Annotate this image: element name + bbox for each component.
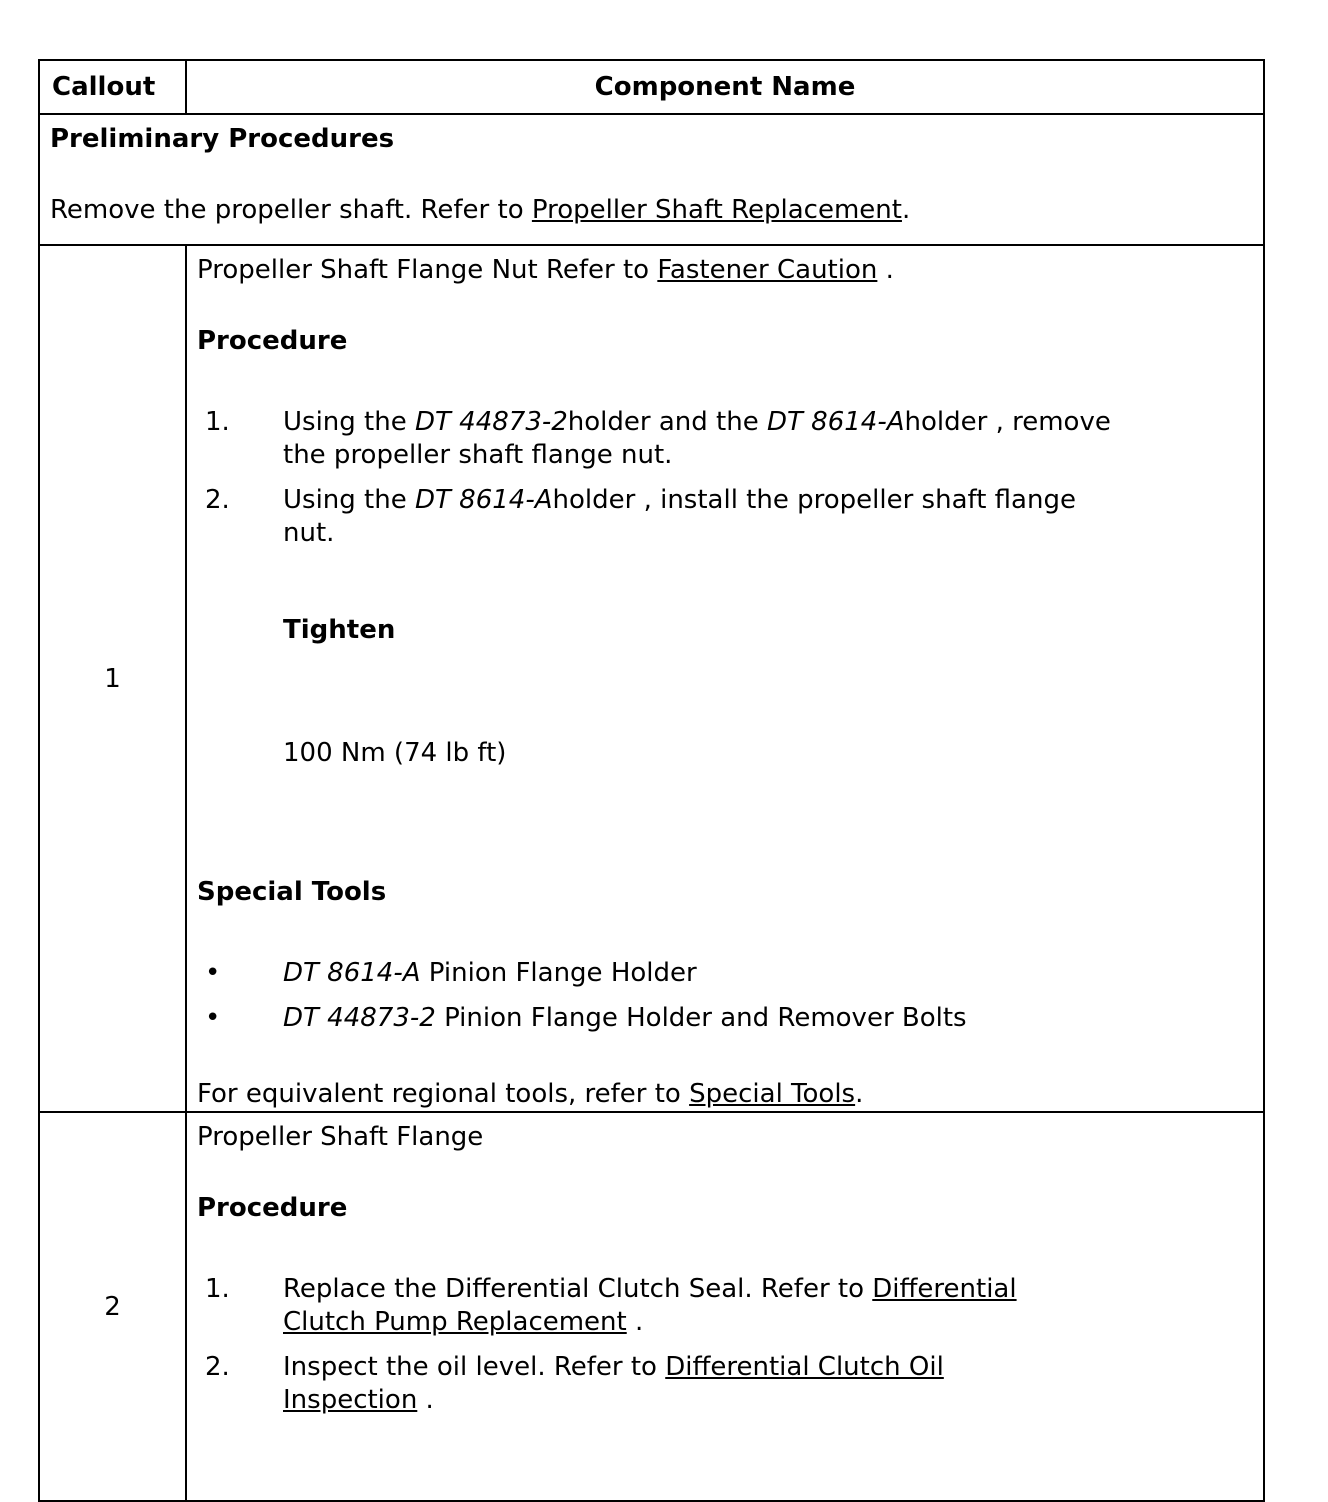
step-text: Using the [283,485,415,515]
table-row [39,245,1264,1112]
preliminary-text [50,194,1253,227]
step-text: Inspect the oil level. Refer to [283,1352,666,1382]
procedure-step [197,484,1253,550]
component-cell [186,1112,1264,1501]
component-name-header: Component Name [186,60,1264,114]
callout-header: Callout [39,60,186,114]
regional-after: . [855,1079,864,1109]
special-tools-title: Special Tools [197,877,387,907]
callout-cell: 1 [39,245,186,1112]
bullet-icon: • [205,1003,221,1033]
special-tools-link[interactable]: Special Tools [689,1079,856,1109]
tool-code: DT 8614-A [414,485,553,515]
preliminary-text-before: Remove the propeller shaft. Refer to [50,195,532,225]
tool-code: DT 8614-A [766,407,905,437]
tighten-title: Tighten [283,615,396,645]
preliminary-cell [39,114,1264,245]
component-table [38,59,1265,1502]
component-name [197,254,1253,287]
fastener-caution-link[interactable]: Fastener Caution [657,255,878,285]
preliminary-row [39,114,1264,245]
procedure-step [197,1351,1253,1417]
preliminary-title: Preliminary Procedures [50,124,395,154]
step-number: 1. [205,1274,230,1304]
procedure-title: Procedure [197,326,348,356]
procedure-steps [197,406,1253,550]
differential-clutch-pump-replacement-link[interactable]: Differential Clutch Pump Replacement [283,1274,1017,1337]
component-name-text: Propeller Shaft Flange Nut Refer to [197,255,658,285]
component-name-after: . [877,255,894,285]
step-text: . [417,1385,434,1415]
tool-desc: Pinion Flange Holder [420,958,697,988]
step-text: Using the [283,407,415,437]
tool-desc: Pinion Flange Holder and Remover Bolts [435,1003,967,1033]
procedure-step [197,1273,1253,1339]
step-number: 2. [205,485,230,515]
procedure-title: Procedure [197,1193,348,1223]
callout-cell: 2 [39,1112,186,1501]
step-text: holder , remove the propeller shaft flange nut. [283,407,1111,470]
component-cell [186,245,1264,1112]
step-text: holder and the [567,407,767,437]
differential-clutch-oil-inspection-link[interactable]: Differential Clutch Oil Inspection [283,1352,944,1415]
component-name: Propeller Shaft Flange [197,1122,484,1152]
preliminary-text-after: . [901,195,911,225]
step-number: 1. [205,407,230,437]
special-tools-list [197,957,1253,1035]
table-row [39,1112,1264,1501]
step-text: . [626,1307,644,1337]
regional-tools-text [197,1078,1253,1111]
tool-code: DT 8614-A [283,958,421,988]
step-text: Replace the Differential Clutch Seal. Refer to [283,1274,873,1304]
step-text: holder , install the propeller shaft flange nut. [283,485,1076,548]
tool-code: DT 44873-2 [283,1003,436,1033]
propeller-shaft-replacement-link[interactable]: Propeller Shaft Replacement [531,195,902,225]
tool-code: DT 44873-2 [414,407,568,437]
step-number: 2. [205,1352,230,1382]
bullet-icon: • [205,958,221,988]
list-item [197,1002,1253,1035]
list-item [197,957,1253,990]
tighten-value: 100 Nm (74 lb ft) [283,738,507,768]
regional-text: For equivalent regional tools, refer to [197,1079,690,1109]
table-header-row [39,60,1264,114]
procedure-step [197,406,1253,472]
procedure-steps [197,1273,1253,1417]
